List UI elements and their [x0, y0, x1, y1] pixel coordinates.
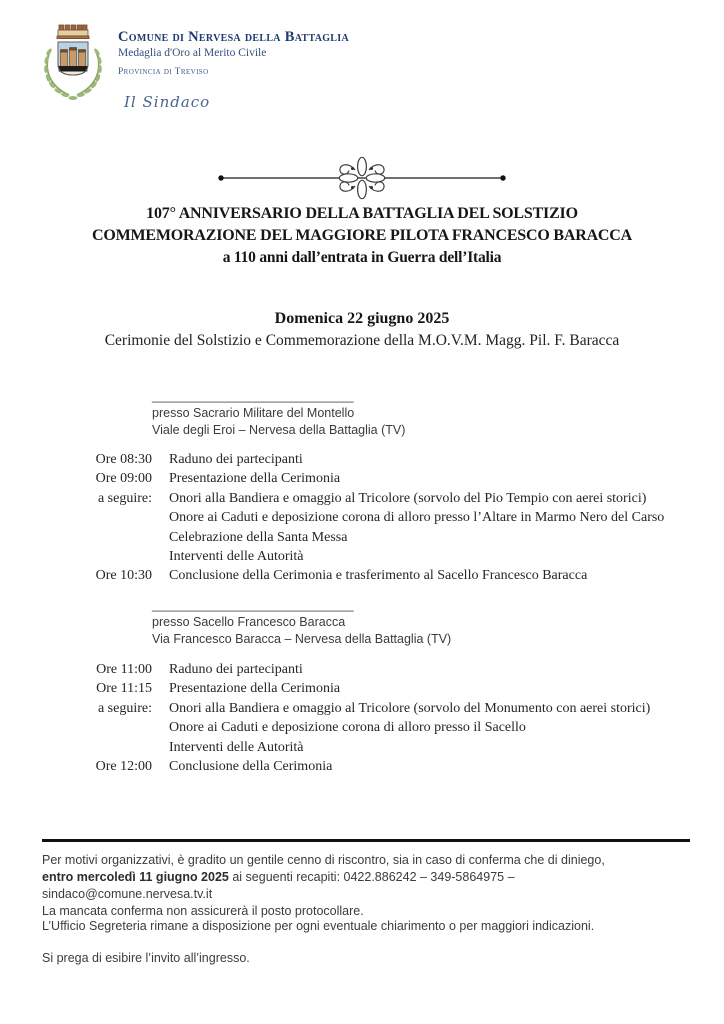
- schedule-time: Ore 10:30: [95, 568, 152, 584]
- schedule-time: [85, 718, 152, 737]
- schedule-activity: Conclusione della Cerimonia: [169, 759, 333, 775]
- schedule-row: [85, 718, 685, 737]
- schedule-list-2: [85, 660, 685, 776]
- municipal-coat-of-arms-icon: [40, 22, 106, 104]
- schedule-activity: Raduno dei partecipanti: [169, 452, 303, 467]
- honor-title: Medaglia d'Oro al Merito Civile: [118, 46, 267, 59]
- province-name: Provincia di Treviso: [118, 66, 209, 77]
- venue-separator: _____________________________: [152, 389, 354, 403]
- venue-name: presso Sacrario Militare del Montello: [152, 406, 355, 420]
- schedule-time: [85, 528, 152, 547]
- schedule-time: Ore 08:30: [95, 452, 152, 467]
- schedule-time: Ore 11:15: [96, 681, 152, 697]
- schedule-row: [85, 508, 685, 527]
- venue-name: presso Sacello Francesco Baracca: [152, 615, 346, 629]
- event-date: Domenica 22 giugno 2025: [274, 310, 450, 327]
- rsvp-line-2: [42, 869, 682, 903]
- schedule-time: Ore 12:00: [95, 759, 152, 775]
- schedule-row: [85, 469, 685, 488]
- schedule-activity: Presentazione della Cerimonia: [169, 471, 341, 487]
- schedule-row: [85, 699, 685, 718]
- schedule-time: [85, 508, 152, 527]
- rsvp-deadline: entro mercoledì 11 giugno 2025: [42, 870, 229, 884]
- schedule-time: [85, 547, 152, 566]
- schedule-activity: Onori alla Bandiera e omaggio al Tricolore (sorvolo del Pio Tempio con aerei storici): [169, 490, 647, 506]
- schedule-time: a seguire:: [97, 490, 152, 506]
- title-line-3: a 110 anni dall’entrata in Guerra dell’Italia: [222, 249, 502, 266]
- schedule-row: [85, 547, 685, 566]
- schedule-time: [85, 738, 152, 757]
- event-header: [0, 308, 724, 352]
- entry-note: Si prega di esibire l’invito all’ingresso.: [42, 951, 250, 965]
- schedule-time: a seguire:: [97, 700, 152, 716]
- title-line-1: 107° ANNIVERSARIO DELLA BATTAGLIA DEL SOLSTIZIO: [146, 205, 578, 222]
- schedule-list-1: [85, 450, 685, 586]
- office-note: L’Ufficio Segreteria rimane a disposizione per ogni eventuale chiarimento o per maggiori indicazioni.: [42, 919, 595, 933]
- title-line-2: COMMEMORAZIONE DEL MAGGIORE PILOTA FRANCESCO BARACCA: [92, 227, 632, 244]
- schedule-time: Ore 11:00: [96, 662, 152, 677]
- schedule-row: [85, 679, 685, 698]
- schedule-activity: Conclusione della Cerimonia e trasferimento al Sacello Francesco Baracca: [169, 568, 588, 584]
- venue-separator: _____________________________: [152, 598, 354, 612]
- schedule-row: [85, 757, 685, 776]
- schedule-row: [85, 660, 685, 679]
- venue-block-1: [152, 388, 405, 439]
- schedule-activity: Interventi delle Autorità: [169, 549, 304, 565]
- rsvp-line-1: Per motivi organizzativi, è gradito un gentile cenno di riscontro, sia in caso di conferma che di diniego,: [42, 853, 605, 867]
- rsvp-paragraph: [42, 852, 682, 920]
- venue-block-2: [152, 597, 451, 648]
- letterhead: [118, 29, 349, 78]
- horizontal-rule: [42, 839, 690, 842]
- schedule-activity: Onore ai Caduti e deposizione corona di alloro presso il Sacello: [169, 720, 526, 736]
- schedule-row: [85, 528, 685, 547]
- rsvp-contacts: ai seguenti recapiti: 0422.886242 – 349-5864975 – sindaco@comune.nervesa.tv.it: [42, 870, 515, 901]
- venue-address: Via Francesco Baracca – Nervesa della Battaglia (TV): [152, 632, 452, 646]
- schedule-activity: Celebrazione della Santa Messa: [169, 529, 348, 545]
- schedule-row: [85, 450, 685, 469]
- schedule-activity: Interventi delle Autorità: [169, 739, 304, 755]
- municipality-name: Comune di Nervesa della Battaglia: [118, 29, 349, 45]
- schedule-row: [85, 489, 685, 508]
- document-title: [0, 203, 724, 269]
- schedule-row: [85, 566, 685, 585]
- schedule-activity: Presentazione della Cerimonia: [169, 681, 341, 697]
- rsvp-line-3: La mancata conferma non assicurerà il posto protocollare.: [42, 904, 364, 918]
- event-subtitle: Cerimonie del Solstizio e Commemorazione della M.O.V.M. Magg. Pil. F. Baracca: [104, 332, 620, 349]
- schedule-time: Ore 09:00: [95, 471, 152, 487]
- schedule-activity: Raduno dei partecipanti: [169, 662, 303, 677]
- venue-address: Viale degli Eroi – Nervesa della Battaglia (TV): [152, 423, 406, 437]
- signature-role: Il Sindaco: [124, 93, 211, 111]
- schedule-activity: Onori alla Bandiera e omaggio al Tricolore (sorvolo del Monumento con aerei storici): [169, 700, 651, 716]
- schedule-activity: Onore ai Caduti e deposizione corona di alloro presso l’Altare in Marmo Nero del Carso: [169, 510, 665, 526]
- schedule-row: [85, 738, 685, 757]
- ornamental-flourish-divider-icon: [212, 155, 512, 201]
